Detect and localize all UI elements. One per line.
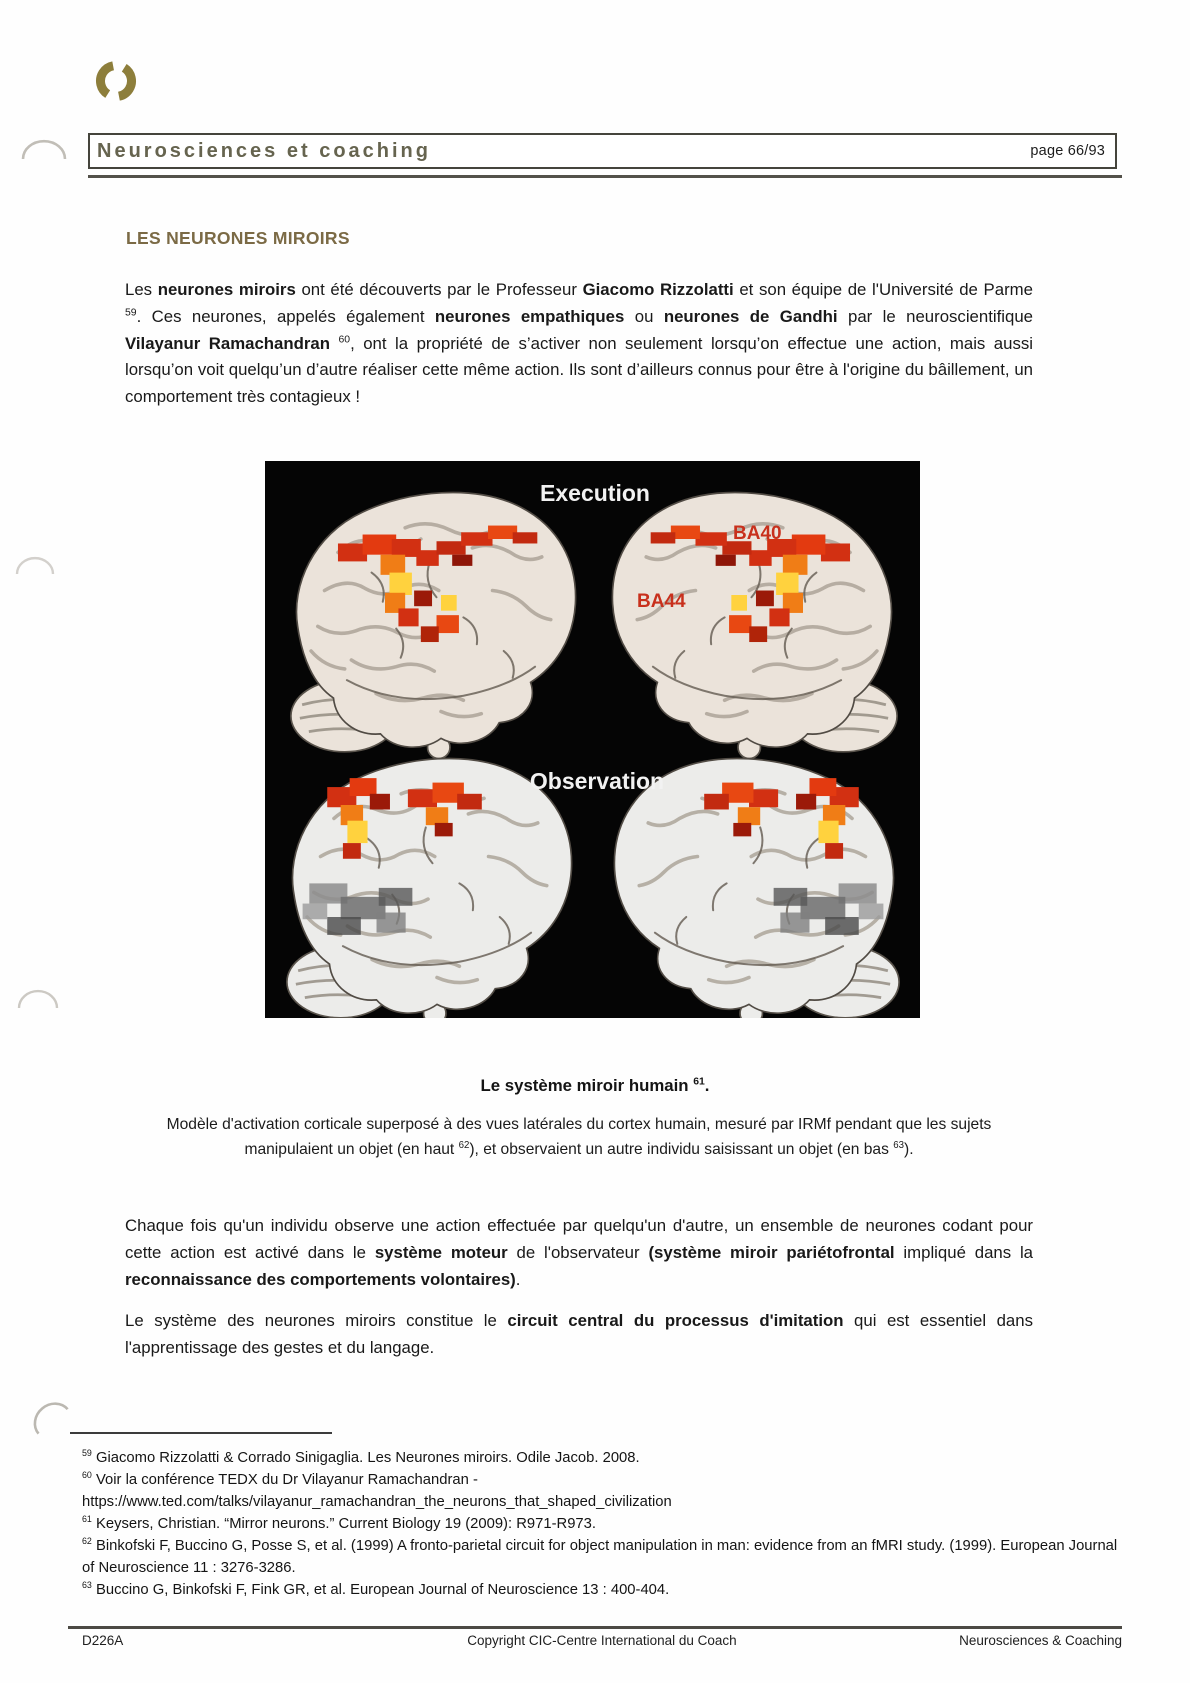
header-bar [88,133,1117,169]
footnote-63 [82,1579,1130,1601]
header-rule [88,175,1122,178]
paragraph-intro: Les neurones miroirs ont été découverts par le Professeur Giacomo Rizzolatti et son équipe de l'Université de Parme $^{59}$. Ces neurones, appelés également neurones empathiques ou neurones de Gandhi par le neuroscientifique Vilayanur Ramachandran $^{60}$, ont la propriété de s’activer non seulement lorsqu’on effectue une action, mais aussi lorsqu’on voit quelqu’un d’autre réaliser cette même action. Ils sont d’ailleurs connus pour être à l'origine du bâillement, un comportement très contagieux ! [125,280,1033,407]
footnote-text: Giacomo Rizzolatti & Corrado Sinigaglia. Les Neurones miroirs. Odile Jacob. 2008. [91,1450,640,1466]
footer-course-name: Neurosciences & Coaching [959,1633,1122,1648]
figure-caption: Le système miroir humain $^{61}$. [480,1076,710,1095]
footnote-number: 62 [82,1536,92,1547]
footnote-text: Voir la conférence TEDX du Dr Vilayanur Ramachandran - https://www.ted.com/talks/vilayanur_ramachandran_the_neurons_that_shaped_civilization [82,1472,672,1510]
cic-logo-icon [93,55,139,105]
footer-doc-code: D226A [82,1633,124,1648]
footer-rule [68,1626,1122,1629]
footer [82,1633,1122,1648]
footnote-number: 61 [82,1514,92,1525]
figure-label-ba44: BA44 [637,591,686,612]
footnote-text: Binkofski F, Buccino G, Posse S, et al. (1999) A fronto-parietal circuit for object manipulation in man: evidence from an fMRI study. (1999). European Journal of Neuroscience 11 : 3276-3286. [82,1538,1118,1576]
footnote-rule [70,1432,332,1434]
document-title: Neurosciences et coaching [97,139,431,162]
footer-copyright: Copyright CIC-Centre International du Coach [467,1633,737,1648]
footnote-60 [82,1469,1130,1513]
footnote-number: 59 [82,1448,92,1459]
page-number: page 66/93 [1030,143,1105,159]
paragraph-imitation: Le système des neurones miroirs constitue le circuit central du processus d'imitation qui est essentiel dans l'apprentissage des gestes et du langage. [125,1311,1033,1357]
footnote-number: 60 [82,1470,92,1481]
figure-label-ba40: BA40 [733,523,782,544]
footnote-number: 63 [82,1580,92,1591]
footnote-59 [82,1447,1130,1469]
figure-subcaption: Modèle d'activation corticale superposé à des vues latérales du cortex humain, mesuré par IRMf pendant que les sujets manipulaient un objet (en haut $^{62}$), et observaient un autre individu saisissant un objet (en bas $^{63}$). [166,1116,992,1158]
scan-arc-artifact [16,982,60,1012]
figure-label-observation: Observation [529,768,665,794]
scan-arc-artifact [20,131,68,163]
scan-arc-artifact [20,1387,73,1438]
footnote-61 [82,1513,1130,1535]
section-title: LES NEURONES MIROIRS [126,228,350,248]
footnote-text: Buccino G, Binkofski F, Fink GR, et al. European Journal of Neuroscience 13 : 400-404. [91,1582,670,1598]
figure-label-execution: Execution [540,480,650,506]
scan-arc-artifact [14,550,56,578]
footnote-text: Keysers, Christian. “Mirror neurons.” Current Biology 19 (2009): R971-R973. [91,1516,596,1532]
brain-fmri-image [265,461,920,1018]
paragraph-observation: Chaque fois qu'un individu observe une action effectuée par quelqu'un d'autre, un ensemble de neurones codant pour cette action est activé dans le système moteur de l'observateur (système miroir pariétofrontal impliqué dans la reconnaissance des comportements volontaires). [125,1216,1034,1289]
footnote-62 [82,1535,1130,1579]
mirror-system-figure [265,461,920,1018]
footnotes [82,1447,1130,1601]
